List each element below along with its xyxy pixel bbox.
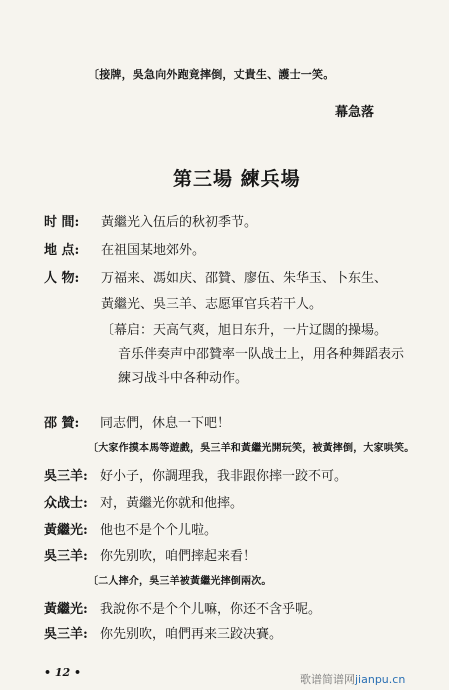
info-value-characters: 万福来、馮如庆、邵贊、廖伍、朱华玉、卜东生、	[101, 271, 388, 286]
speaker-wu-sanyang: 吳三羊:	[44, 469, 88, 484]
characters-continued: 黃繼光、吳三羊、志愿軍官兵若干人。	[101, 297, 323, 312]
dialogue-line-5: 你先别吹，咱們摔起来看！	[100, 549, 257, 564]
info-value-time: 黃繼光入伍后的秋初季节。	[101, 215, 258, 230]
dialogue-line-6: 我說你不是个个儿嘛，你还不含乎呢。	[100, 602, 322, 617]
watermark-prefix: 歌谱简谱网	[300, 673, 355, 686]
dialogue-line-4: 他也不是个个儿啦。	[100, 523, 218, 538]
watermark	[300, 671, 405, 687]
speaker-huang-jiguang: 黃繼光:	[44, 602, 88, 617]
speaker-wu-sanyang: 吳三羊:	[44, 549, 88, 564]
page-number: • 12 •	[44, 666, 82, 679]
dialogue-line-7: 你先别吹，咱們再来三跤决賽。	[100, 627, 283, 642]
scene-title: 第三場 練兵場	[173, 168, 301, 190]
speaker-wu-sanyang: 吳三羊:	[44, 627, 88, 642]
dialogue-line-3: 对，黃繼光你就和他摔。	[100, 496, 244, 511]
top-stage-direction: 〔接牌，吳急向外跑竟摔倒，丈貴生、護士一笑。	[88, 68, 335, 81]
curtain-open-line-2: 音乐伴奏声中邵贊率一队战士上，用各种舞蹈表示	[118, 347, 405, 362]
curtain-open-line-1: 〔幕启：天高气爽，旭日东升，一片辽闊的操場。	[101, 323, 388, 338]
dialogue-line-1: 同志們，休息一下吧！	[100, 416, 231, 431]
dialogue-line-2: 好小子，你調理我，我非跟你摔一跤不可。	[100, 469, 348, 484]
speaker-shao-zan: 邵 贊:	[44, 416, 80, 431]
watermark-domain: jianpu.cn	[355, 673, 406, 686]
info-label-time: 时 間:	[44, 215, 80, 230]
speaker-huang-jiguang: 黃繼光:	[44, 523, 88, 538]
stage-direction-1: 〔大家作摸本馬等遊戲，吳三羊和黃繼光開玩笑，被黃摔倒，大家哄笑。	[88, 443, 415, 454]
info-value-place: 在祖国某地郊外。	[101, 243, 206, 258]
curtain-open-line-3: 練习战斗中各种动作。	[118, 371, 249, 386]
info-label-characters: 人 物:	[44, 271, 80, 286]
speaker-soldiers: 众战士:	[44, 496, 88, 511]
info-label-place: 地 点:	[44, 243, 80, 258]
curtain-falls: 幕急落	[335, 105, 375, 120]
stage-direction-2: 〔二人摔介，吳三羊被黃繼光摔倒兩次。	[88, 576, 272, 587]
